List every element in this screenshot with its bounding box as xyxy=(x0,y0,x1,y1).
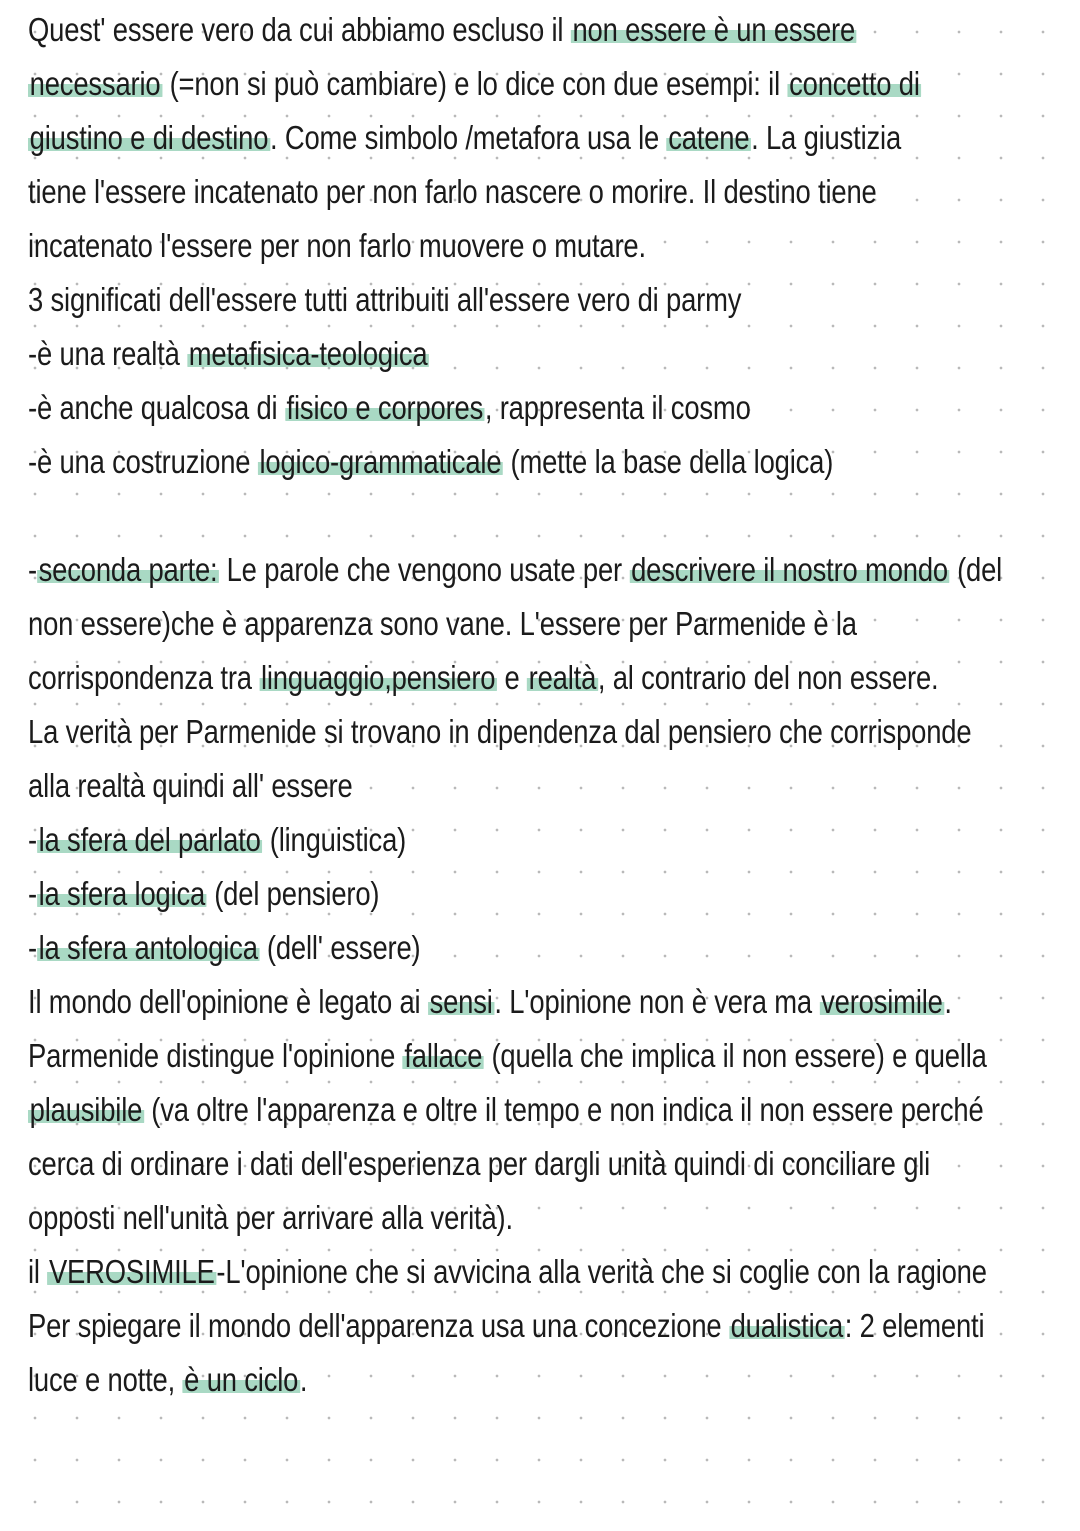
text-line xyxy=(28,435,833,489)
text-segment: Parmenide distingue l'opinione xyxy=(28,1037,403,1074)
highlighted-text: fisico e corpores xyxy=(286,389,484,426)
highlighted-text: dualistica xyxy=(730,1307,844,1344)
highlighted-text: VEROSIMILE xyxy=(48,1253,215,1290)
text-segment: - xyxy=(28,821,37,858)
text-line xyxy=(28,1137,930,1191)
text-line xyxy=(28,651,938,705)
text-line xyxy=(28,867,379,921)
highlighted-text: fallace xyxy=(404,1037,483,1074)
text-line xyxy=(28,1353,307,1407)
text-segment: (va oltre l'apparenza e oltre il tempo e non indica il non essere perché xyxy=(143,1091,984,1128)
text-segment: alla realtà quindi all' essere xyxy=(28,767,353,804)
text-line xyxy=(28,165,877,219)
text-segment: . xyxy=(299,1361,308,1398)
text-line xyxy=(28,1029,987,1083)
highlighted-text: catene xyxy=(668,119,750,156)
text-segment: Per spiegare il mondo dell'apparenza usa una concezione xyxy=(28,1307,729,1344)
text-segment: - xyxy=(28,875,37,912)
text-segment: . L'opinione non è vera ma xyxy=(494,983,820,1020)
text-line xyxy=(28,543,1002,597)
highlighted-text: necessario xyxy=(29,65,161,102)
text-line xyxy=(28,813,406,867)
text-segment: il xyxy=(28,1253,48,1290)
highlighted-text: è un ciclo xyxy=(184,1361,299,1398)
text-segment: -è una costruzione xyxy=(28,443,258,480)
highlighted-text: logico-grammaticale xyxy=(259,443,502,480)
text-segment: -è una realtà xyxy=(28,335,188,372)
text-segment: 3 significati dell'essere tutti attribuiti all'essere vero di parmy xyxy=(28,281,742,318)
text-segment: incatenato l'essere per non farlo muovere o mutare. xyxy=(28,227,646,264)
text-segment: cerca di ordinare i dati dell'esperienza per dargli unità quindi di conciliare gli xyxy=(28,1145,931,1182)
highlighted-text: metafisica-teologica xyxy=(188,335,428,372)
highlighted-text: la sfera del parlato xyxy=(38,821,261,858)
highlighted-text: giustino e di destino xyxy=(29,119,269,156)
text-line xyxy=(28,921,420,975)
text-segment: -è anche qualcosa di xyxy=(28,389,285,426)
text-segment: (del xyxy=(949,551,1003,588)
text-line xyxy=(28,327,429,381)
text-segment: (mette la base della logica) xyxy=(503,443,834,480)
text-line xyxy=(28,57,921,111)
text-segment: -L'opinione che si avvicina alla verità che si coglie con la ragione xyxy=(216,1253,987,1290)
text-segment: La verità per Parmenide si trovano in dipendenza dal pensiero che corrisponde xyxy=(28,713,972,750)
highlighted-text: la sfera logica xyxy=(38,875,206,912)
text-line xyxy=(28,759,353,813)
highlighted-text: verosimile xyxy=(821,983,943,1020)
text-segment: luce e notte, xyxy=(28,1361,183,1398)
text-line xyxy=(28,1083,984,1137)
highlighted-text: sensi xyxy=(429,983,493,1020)
text-line xyxy=(28,1245,987,1299)
text-segment: - xyxy=(28,929,37,966)
text-segment: non essere)che è apparenza sono vane. L'essere per Parmenide è la xyxy=(28,605,857,642)
text-segment: - xyxy=(28,551,37,588)
text-line xyxy=(28,111,901,165)
text-segment: , al contrario del non essere. xyxy=(597,659,939,696)
text-segment: corrispondenza tra xyxy=(28,659,260,696)
text-line xyxy=(28,3,857,57)
highlighted-text: seconda parte: xyxy=(38,551,218,588)
text-line xyxy=(28,219,646,273)
text-line xyxy=(28,975,952,1029)
highlighted-text: realtà xyxy=(528,659,597,696)
highlighted-text: non essere è un essere xyxy=(572,11,856,48)
text-segment: (quella che implica il non essere) e quella xyxy=(484,1037,987,1074)
text-line xyxy=(28,1299,984,1353)
text-segment: opposti nell'unità per arrivare alla verità). xyxy=(28,1199,513,1236)
text-segment: Il mondo dell'opinione è legato ai xyxy=(28,983,428,1020)
text-line xyxy=(28,1191,513,1245)
text-segment: . xyxy=(944,983,952,1020)
text-line xyxy=(28,381,751,435)
highlighted-text: concetto di xyxy=(789,65,920,102)
text-segment: Quest' essere vero da cui abbiamo escluso il xyxy=(28,11,571,48)
text-segment: (linguistica) xyxy=(262,821,407,858)
text-segment: Le parole che vengono usate per xyxy=(219,551,630,588)
text-segment: . La giustizia xyxy=(751,119,902,156)
text-segment: : 2 elementi xyxy=(844,1307,985,1344)
text-segment: tiene l'essere incatenato per non farlo nascere o morire. Il destino tiene xyxy=(28,173,877,210)
text-segment: (del pensiero) xyxy=(206,875,380,912)
highlighted-text: plausibile xyxy=(29,1091,143,1128)
highlighted-text: la sfera antologica xyxy=(38,929,258,966)
highlighted-text: descrivere il nostro mondo xyxy=(631,551,948,588)
text-segment: (dell' essere) xyxy=(259,929,421,966)
text-segment: . Come simbolo /metafora usa le xyxy=(269,119,667,156)
text-segment: , rappresenta il cosmo xyxy=(484,389,751,426)
text-line xyxy=(28,597,857,651)
text-line xyxy=(28,273,741,327)
highlighted-text: linguaggio,pensiero xyxy=(260,659,496,696)
text-segment: e xyxy=(497,659,527,696)
text-line xyxy=(28,705,971,759)
text-segment: (=non si può cambiare) e lo dice con due esempi: il xyxy=(162,65,788,102)
